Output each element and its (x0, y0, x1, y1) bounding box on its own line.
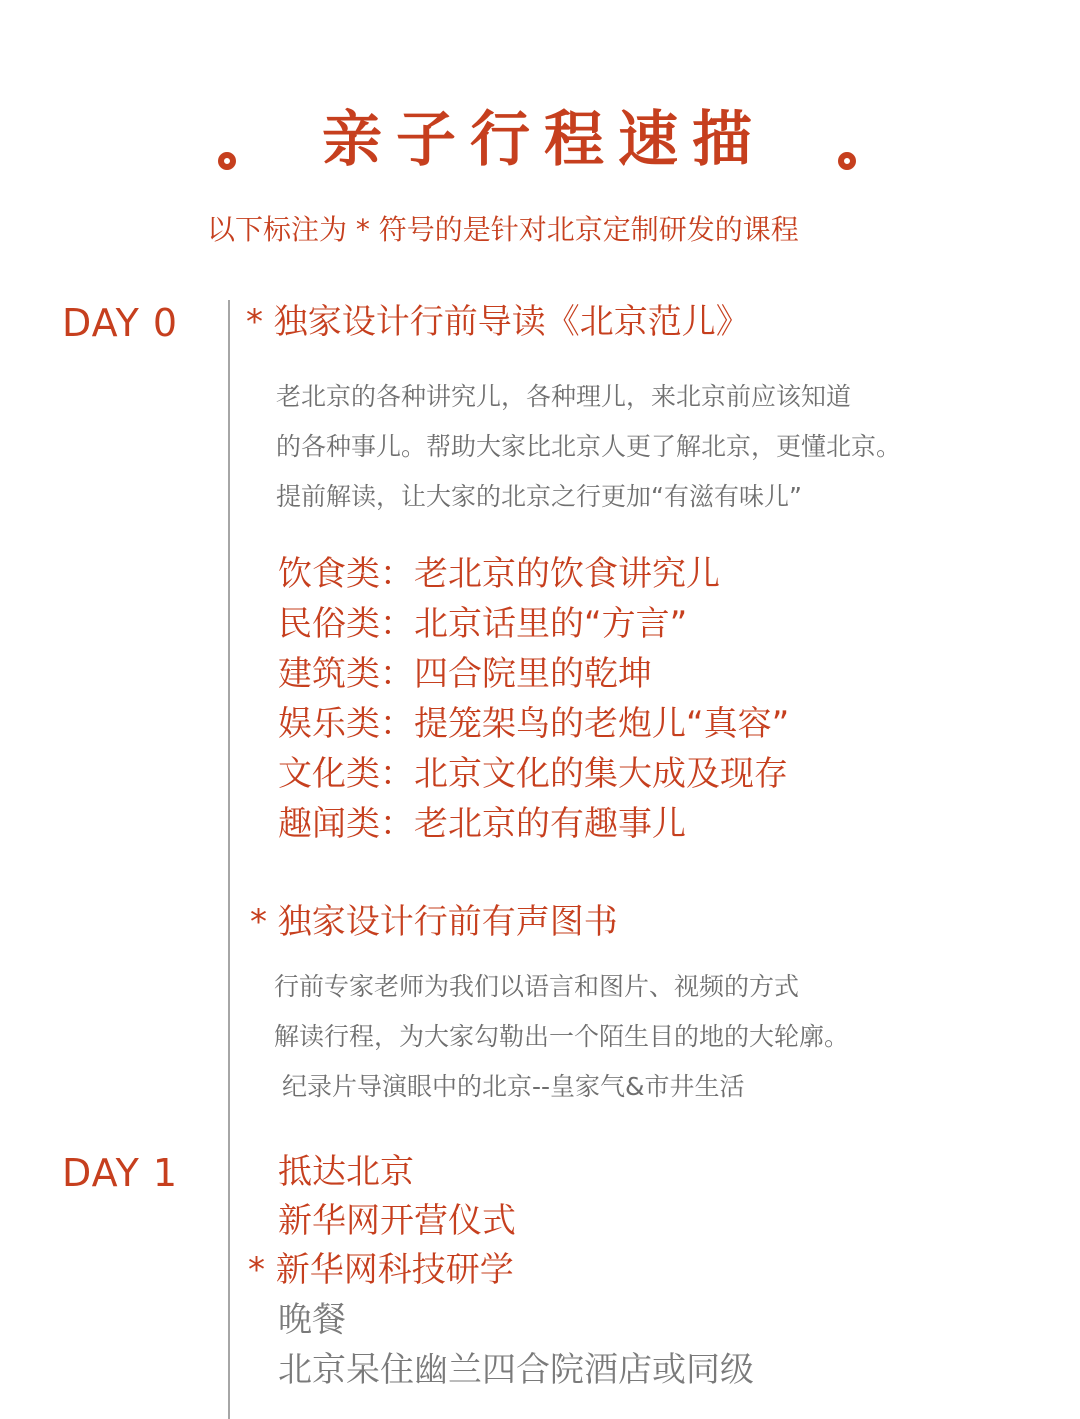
category-topic: 老北京的有趣事儿 (414, 804, 686, 844)
day0-section1-desc-line-2: 的各种事儿。帮助大家比北京人更了解北京，更懂北京。 (276, 432, 902, 461)
category-topic: 北京话里的“方言” (414, 604, 688, 644)
day1-item: 抵达北京 (278, 1152, 414, 1192)
day0-label: DAY 0 (62, 301, 179, 345)
category-name: 文化类： (278, 754, 414, 794)
category-name: 饮食类： (278, 554, 414, 594)
day0-section2-desc-line-1: 行前专家老师为我们以语言和图片、视频的方式 (274, 972, 800, 1001)
day0-section1-desc-line-1: 老北京的各种讲究儿，各种理儿，来北京前应该知道 (276, 382, 852, 411)
right-circle-icon (838, 152, 856, 170)
category-row (278, 599, 687, 649)
category-row (278, 649, 652, 699)
category-row (278, 799, 686, 849)
category-row (278, 699, 789, 749)
day1-label: DAY 1 (62, 1151, 179, 1195)
category-name: 民俗类： (278, 604, 414, 644)
day0-section2-desc-line-2: 解读行程，为大家勾勒出一个陌生目的地的大轮廓。 (274, 1022, 850, 1051)
day1-item: 北京呆住幽兰四合院酒店或同级 (278, 1350, 754, 1390)
day1-item: 晚餐 (278, 1300, 346, 1340)
category-name: 建筑类： (278, 654, 414, 694)
page-subtitle: 以下标注为 * 符号的是针对北京定制研发的课程 (207, 213, 799, 246)
category-name: 趣闻类： (278, 804, 414, 844)
category-topic: 北京文化的集大成及现存 (414, 754, 788, 794)
page-title: 亲子行程速描 (322, 105, 766, 175)
category-topic: 四合院里的乾坤 (414, 654, 652, 694)
category-row (278, 749, 788, 799)
day0-section2-desc-line-3: 纪录片导演眼中的北京--皇家气&市井生活 (282, 1072, 745, 1101)
left-circle-icon (218, 152, 236, 170)
day0-section2-heading: * 独家设计行前有声图书 (250, 902, 618, 942)
day1-item: * 新华网科技研学 (248, 1250, 514, 1290)
day1-item: 新华网开营仪式 (278, 1201, 516, 1241)
timeline-line (228, 300, 230, 1419)
category-topic: 老北京的饮食讲究儿 (414, 554, 720, 594)
category-topic: 提笼架鸟的老炮儿“真容” (414, 704, 790, 744)
day0-section1-desc-line-3: 提前解读，让大家的北京之行更加“有滋有味儿” (276, 482, 802, 511)
day0-section1-heading: * 独家设计行前导读《北京范儿》 (246, 302, 750, 342)
category-row (278, 549, 720, 599)
category-name: 娱乐类： (278, 704, 414, 744)
